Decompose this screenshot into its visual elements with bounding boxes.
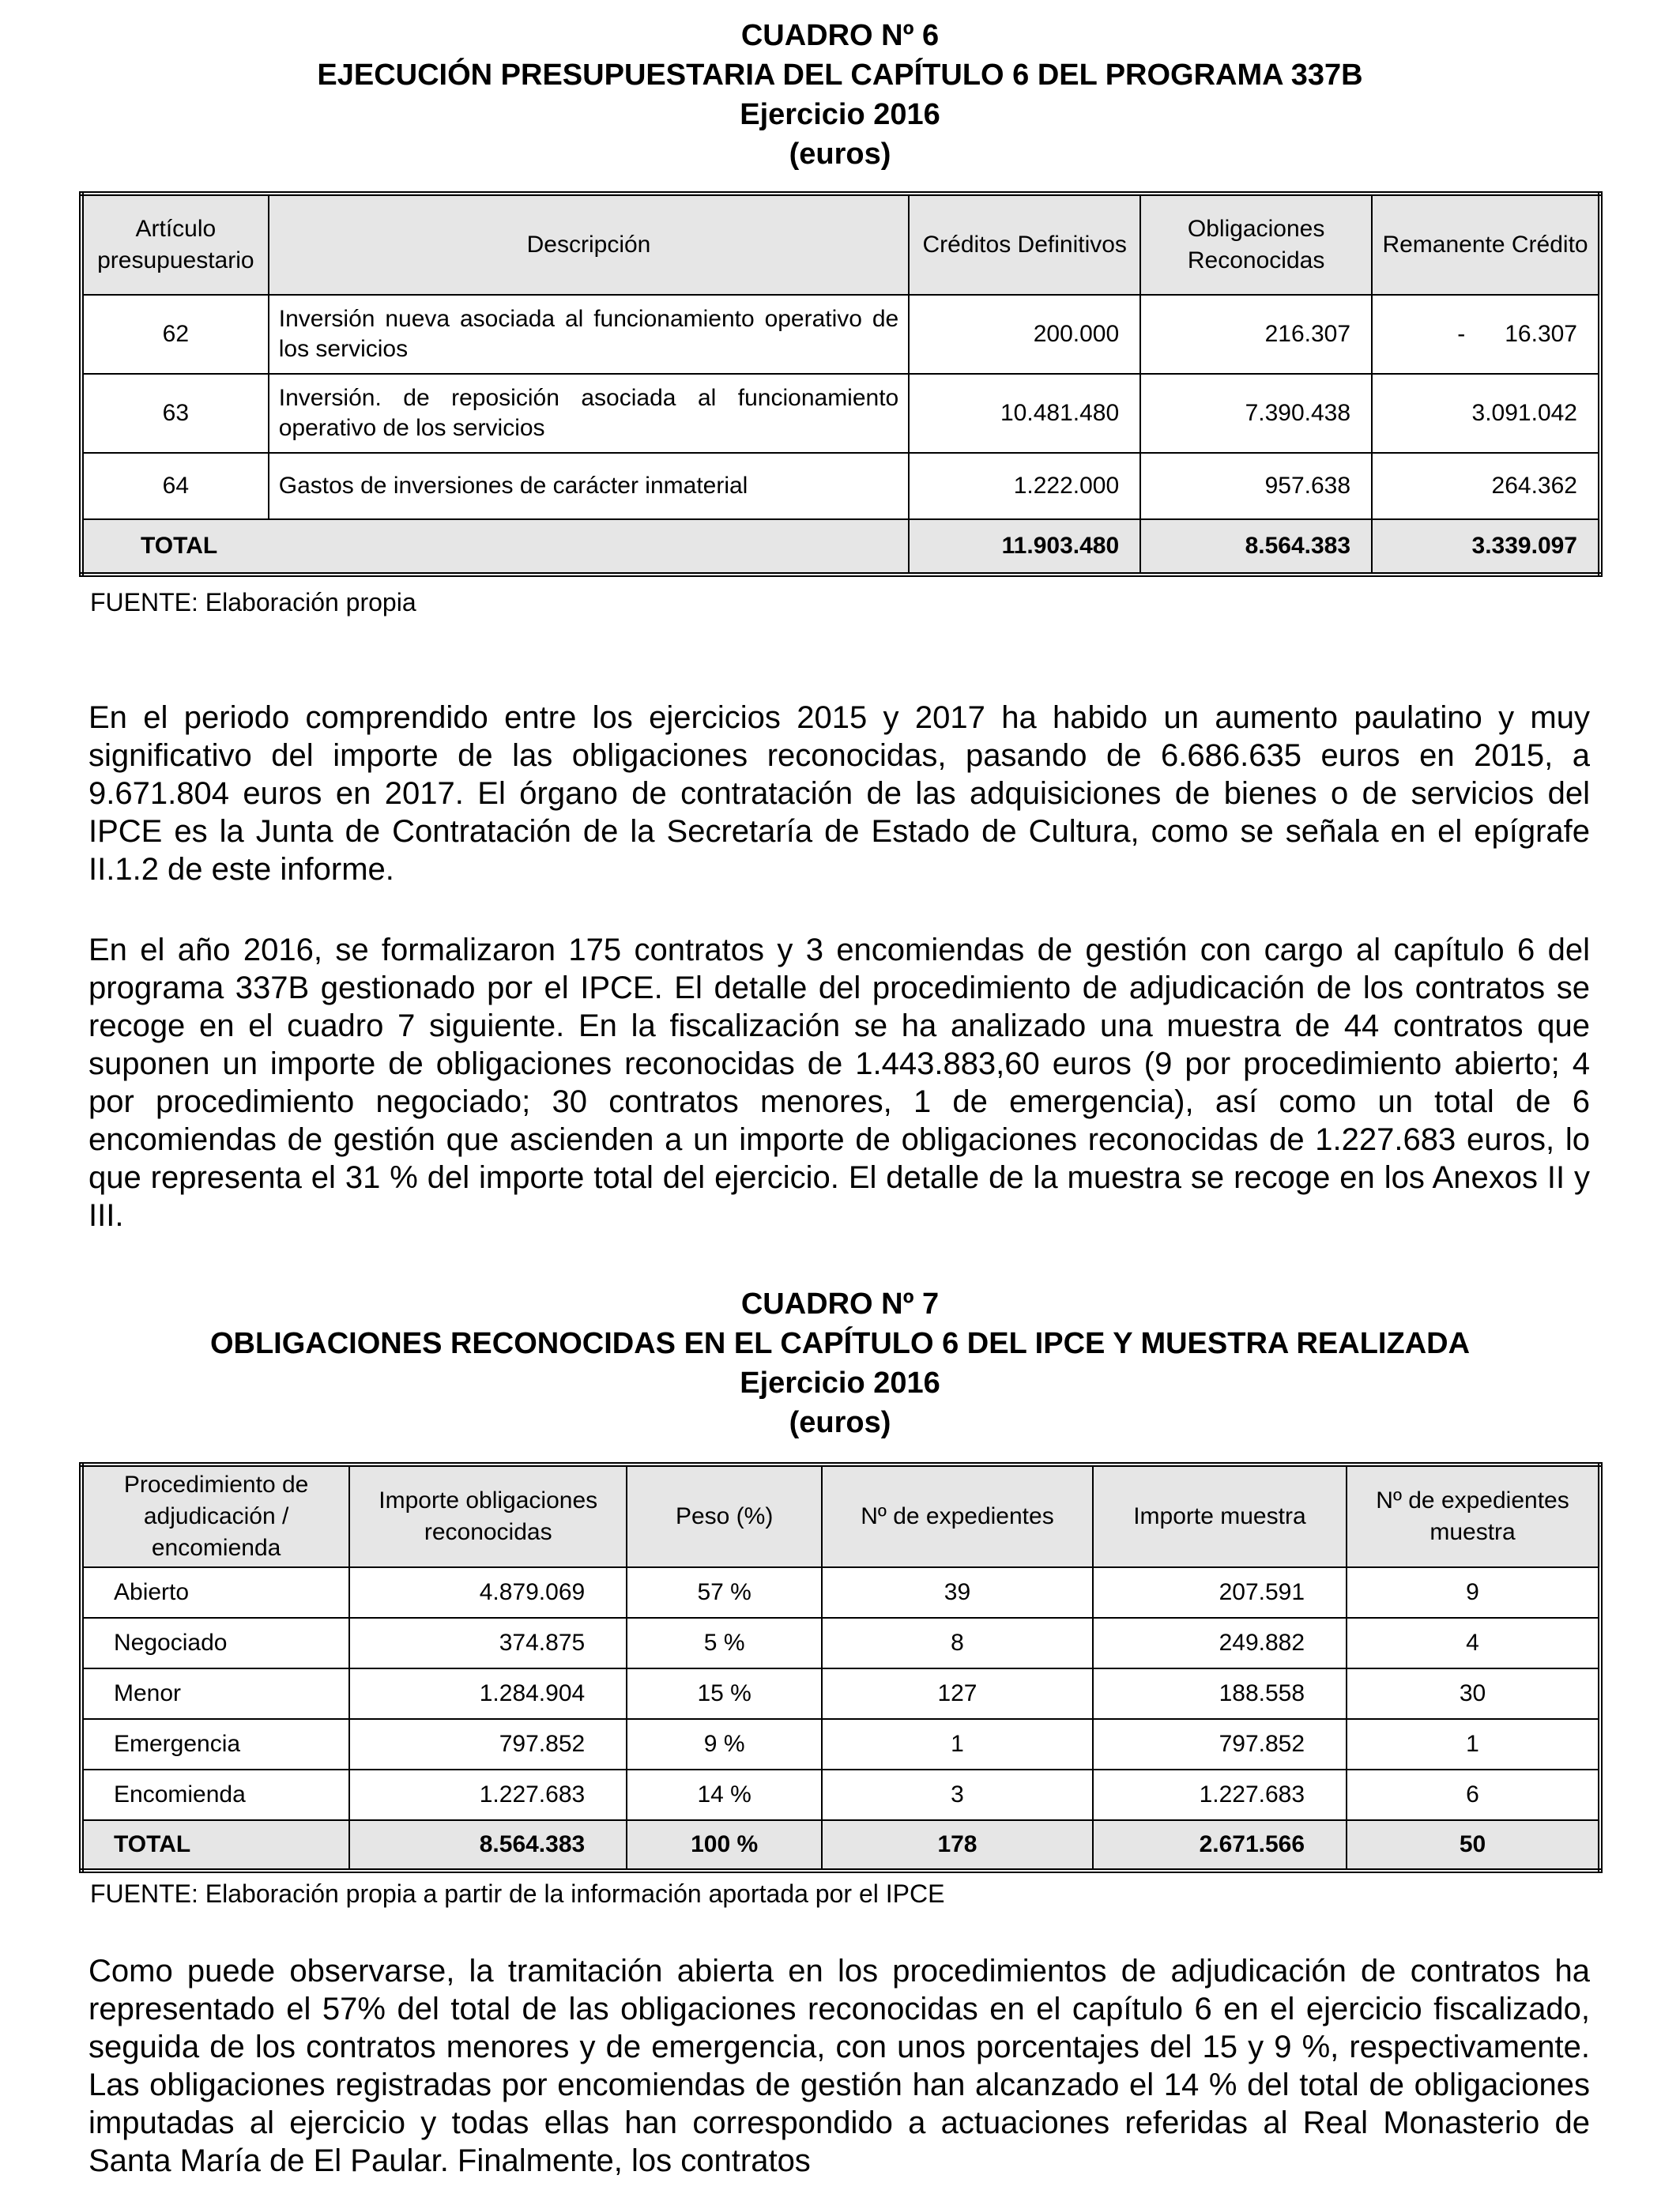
total-importe: 8.564.383	[349, 1820, 627, 1871]
cell-peso: 5 %	[627, 1618, 822, 1668]
cell-code: 62	[81, 295, 269, 374]
cell-expedientes: 1	[822, 1719, 1093, 1770]
cuadro-7-title	[0, 1284, 1680, 1442]
header-cell: Importe obligaciones reconocidas	[349, 1465, 627, 1567]
total-label: TOTAL	[81, 1820, 349, 1871]
cell-expedientes-muestra: 4	[1347, 1618, 1600, 1668]
cell-procedimiento: Abierto	[81, 1567, 349, 1618]
cell-expedientes-muestra: 9	[1347, 1567, 1600, 1618]
total-obligaciones: 8.564.383	[1140, 519, 1372, 575]
cell-code: 63	[81, 374, 269, 453]
paragraph: Como puede observarse, la tramitación abierta en los procedimientos de adjudicación de contratos ha representado el 57% del total de las obligaciones reconocidas en el capítulo 6 en el ejercicio fiscalizado, seguida de los contratos menores y de emergencia, con unos porcentajes del 15 y 9 %, respectivamente. Las obligaciones registradas por encomiendas de gestión han alcanzado el 14 % del total de obligaciones imputadas al ejercicio y todas ellas han correspondido a actuaciones referidas al Real Monasterio de Santa María de El Paular. Finalmente, los contratos	[89, 1954, 1590, 2178]
title-line: Ejercicio 2016	[740, 98, 940, 131]
cell-code: 64	[81, 453, 269, 519]
table-row	[81, 1719, 1600, 1770]
cell-procedimiento: Negociado	[81, 1618, 349, 1668]
header-cell: Artículo presupuestario	[81, 194, 269, 295]
title-line: EJECUCIÓN PRESUPUESTARIA DEL CAPÍTULO 6 DEL PROGRAMA 337B	[317, 58, 1363, 92]
total-remanente: 3.339.097	[1372, 519, 1600, 575]
table-row	[81, 374, 1600, 453]
cell-obligaciones: 957.638	[1140, 453, 1372, 519]
title-line: OBLIGACIONES RECONOCIDAS EN EL CAPÍTULO 6 DEL IPCE Y MUESTRA REALIZADA	[209, 1327, 1471, 1360]
cell-expedientes-muestra: 6	[1347, 1770, 1600, 1820]
table-header-row	[81, 1465, 1600, 1567]
cell-expedientes: 39	[822, 1567, 1093, 1618]
table-header-row	[81, 194, 1600, 295]
cell-creditos: 10.481.480	[909, 374, 1140, 453]
header-cell: Nº de expedientes muestra	[1347, 1465, 1600, 1567]
cell-description: Inversión nueva asociada al funcionamiento operativo de los servicios	[269, 295, 910, 374]
header-cell: Importe muestra	[1093, 1465, 1347, 1567]
cell-peso: 14 %	[627, 1770, 822, 1820]
cell-procedimiento: Menor	[81, 1668, 349, 1719]
title-line: CUADRO Nº 6	[740, 19, 940, 52]
cuadro-7-table	[79, 1462, 1603, 1873]
cell-expedientes: 127	[822, 1668, 1093, 1719]
header-cell: Descripción	[269, 194, 910, 295]
total-importe-muestra: 2.671.566	[1093, 1820, 1347, 1871]
header-cell: Procedimiento de adjudicación / encomienda	[81, 1465, 349, 1567]
cell-expedientes: 3	[822, 1770, 1093, 1820]
cell-expedientes: 8	[822, 1618, 1093, 1668]
cell-peso: 9 %	[627, 1719, 822, 1770]
total-expedientes: 178	[822, 1820, 1093, 1871]
cell-importe: 1.284.904	[349, 1668, 627, 1719]
cell-importe: 1.227.683	[349, 1770, 627, 1820]
table-row	[81, 295, 1600, 374]
title-line: Ejercicio 2016	[740, 1367, 940, 1400]
header-cell: Peso (%)	[627, 1465, 822, 1567]
table-row	[81, 1770, 1600, 1820]
table-row	[81, 1567, 1600, 1618]
total-expedientes-muestra: 50	[1347, 1820, 1600, 1871]
total-peso: 100 %	[627, 1820, 822, 1871]
cell-description: Gastos de inversiones de carácter inmaterial	[269, 453, 910, 519]
header-cell: Créditos Definitivos	[909, 194, 1140, 295]
cell-procedimiento: Encomienda	[81, 1770, 349, 1820]
cell-importe-muestra: 797.852	[1093, 1719, 1347, 1770]
title-line: CUADRO Nº 7	[740, 1287, 940, 1321]
title-line: (euros)	[789, 138, 891, 171]
cell-importe-muestra: 207.591	[1093, 1567, 1347, 1618]
cell-procedimiento: Emergencia	[81, 1719, 349, 1770]
cell-peso: 57 %	[627, 1567, 822, 1618]
paragraph: En el año 2016, se formalizaron 175 contratos y 3 encomiendas de gestión con cargo al capítulo 6 del programa 337B gestionado por el IPCE. El detalle del procedimiento de adjudicación de los contratos se recoge en el cuadro 7 siguiente. En la fiscalización se ha analizado una muestra de 44 contratos que suponen un importe de obligaciones reconocidas de 1.443.883,60 euros (9 por procedimiento abierto; 4 por procedimiento negociado; 30 contratos menores, 1 de emergencia), así como un total de 6 encomiendas de gestión que ascienden a un importe de obligaciones reconocidas de 1.227.683 euros, lo que representa el 31 % del importe total del ejercicio. El detalle de la muestra se recoge en los Anexos II y III.	[89, 933, 1590, 1233]
cell-obligaciones: 7.390.438	[1140, 374, 1372, 453]
cell-creditos: 200.000	[909, 295, 1140, 374]
table-row	[81, 1618, 1600, 1668]
cell-importe-muestra: 249.882	[1093, 1618, 1347, 1668]
cell-importe: 4.879.069	[349, 1567, 627, 1618]
table-row	[81, 1668, 1600, 1719]
cell-remanente: 264.362	[1372, 453, 1600, 519]
cell-importe: 797.852	[349, 1719, 627, 1770]
title-line: (euros)	[789, 1406, 891, 1439]
total-creditos: 11.903.480	[909, 519, 1140, 575]
paragraph: En el periodo comprendido entre los ejercicios 2015 y 2017 ha habido un aumento paulatino y muy significativo del importe de las obligaciones reconocidas, pasando de 6.686.635 euros en 2015, a 9.671.804 euros en 2017. El órgano de contratación de las adquisiciones de bienes o de servicios del IPCE es la Junta de Contratación de la Secretaría de Estado de Cultura, como se señala en el epígrafe II.1.2 de este informe.	[89, 700, 1590, 887]
cell-importe-muestra: 1.227.683	[1093, 1770, 1347, 1820]
table-total-row	[81, 519, 1600, 575]
cell-importe-muestra: 188.558	[1093, 1668, 1347, 1719]
cell-description: Inversión. de reposición asociada al funcionamiento operativo de los servicios	[269, 374, 910, 453]
cell-importe: 374.875	[349, 1618, 627, 1668]
cuadro-6-title	[0, 16, 1680, 174]
cell-obligaciones: 216.307	[1140, 295, 1372, 374]
table-total-row	[81, 1820, 1600, 1871]
cell-expedientes-muestra: 30	[1347, 1668, 1600, 1719]
header-cell: Remanente Crédito	[1372, 194, 1600, 295]
table-row	[81, 453, 1600, 519]
cell-peso: 15 %	[627, 1668, 822, 1719]
cuadro-7-source: FUENTE: Elaboración propia a partir de la información aportada por el IPCE	[90, 1879, 945, 1908]
cell-remanente: - 16.307	[1372, 295, 1600, 374]
header-cell: Obligaciones Reconocidas	[1140, 194, 1372, 295]
cell-creditos: 1.222.000	[909, 453, 1140, 519]
cell-remanente: 3.091.042	[1372, 374, 1600, 453]
header-cell: Nº de expedientes	[822, 1465, 1093, 1567]
total-label: TOTAL	[81, 519, 909, 575]
cuadro-6-table	[79, 191, 1603, 577]
cell-expedientes-muestra: 1	[1347, 1719, 1600, 1770]
cuadro-6-source: FUENTE: Elaboración propia	[90, 588, 416, 616]
